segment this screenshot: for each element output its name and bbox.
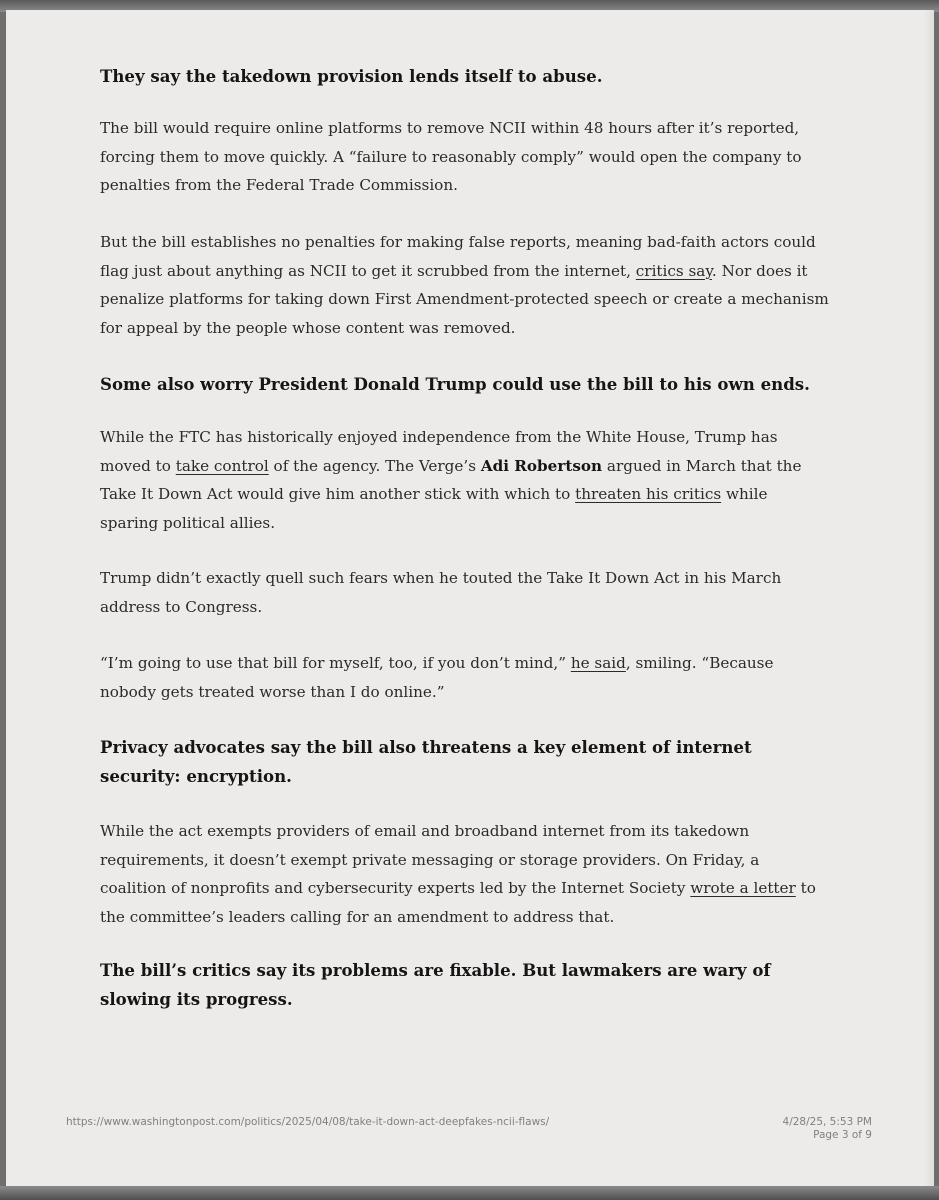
paragraph-trump-quote (100, 649, 830, 706)
page-shadow (924, 10, 934, 1186)
paragraph-messaging-exemption (100, 817, 830, 931)
section-heading-fixable-problems: The bill’s critics say its problems are fixable. But lawmakers are wary of slowing its progress. (100, 960, 771, 1009)
paragraph-text: , smiling. “Because nobody gets treated worse than I do online.” (100, 654, 774, 701)
paragraph-text: While the FTC has historically enjoyed independence from the White House, Trump has moved to (100, 428, 778, 475)
section-heading-trump-concern: Some also worry President Donald Trump could use the bill to his own ends. (100, 374, 810, 394)
paragraph-text: “I’m going to use that bill for myself, too, if you don’t mind,” (100, 654, 571, 672)
page-footer-meta (783, 1116, 872, 1142)
paragraph-false-reports (100, 228, 830, 342)
threaten-his-critics-link[interactable]: threaten his critics (575, 485, 722, 503)
paragraph-text: while sparing political allies. (100, 485, 768, 532)
paragraph-text: But the bill establishes no penalties for making false reports, meaning bad-faith actors could flag just about anything as NCII to get it scrubbed from the internet, (100, 233, 816, 280)
paragraph-text: of the agency. The Verge’s (268, 456, 481, 475)
page-footer-url[interactable]: https://www.washingtonpost.com/politics/2025/04/08/take-it-down-act-deepfakes-ncii-flaws/ (66, 1116, 550, 1128)
section-heading-encryption: Privacy advocates say the bill also threatens a key element of internet security: encryption. (100, 737, 752, 786)
paragraph-ftc-independence (100, 423, 830, 537)
section-heading-takedown-abuse: They say the takedown provision lends itself to abuse. (100, 66, 603, 86)
screen-edge-bottom (0, 1186, 939, 1200)
paragraph-text: While the act exempts providers of email and broadband internet from its takedown requirements, it doesn’t exempt private messaging or storage providers. On Friday, a coalition of nonprofits and cybersecurity experts led by the Internet Society (100, 822, 760, 897)
document-page (6, 10, 934, 1186)
wrote-a-letter-link[interactable]: wrote a letter (690, 879, 796, 897)
page-number: Page 3 of 9 (813, 1129, 872, 1141)
author-name: Adi Robertson (480, 456, 603, 475)
paragraph-text: argued in March that the Take It Down Act would give him another stick with which to (100, 456, 802, 503)
print-datetime: 4/28/25, 5:53 PM (782, 1116, 872, 1128)
take-control-link[interactable]: take control (175, 456, 269, 475)
paragraph-48-hour-removal: The bill would require online platforms to remove NCII within 48 hours after it’s reported, forcing them to move quickly. A “failure to reasonably comply” would open the company to penalties from the Federal Trade Commission. (100, 119, 802, 194)
paragraph-text: . Nor does it penalize platforms for taking down First Amendment-protected speech or create a mechanism for appeal by the people whose content was removed. (100, 261, 829, 337)
paragraph-march-address: Trump didn’t exactly quell such fears when he touted the Take It Down Act in his March address to Congress. (100, 569, 782, 616)
paragraph-text: to the committee’s leaders calling for an amendment to address that. (100, 879, 816, 926)
critics-say-link[interactable]: critics say (635, 261, 712, 280)
he-said-link[interactable]: he said (570, 654, 626, 672)
